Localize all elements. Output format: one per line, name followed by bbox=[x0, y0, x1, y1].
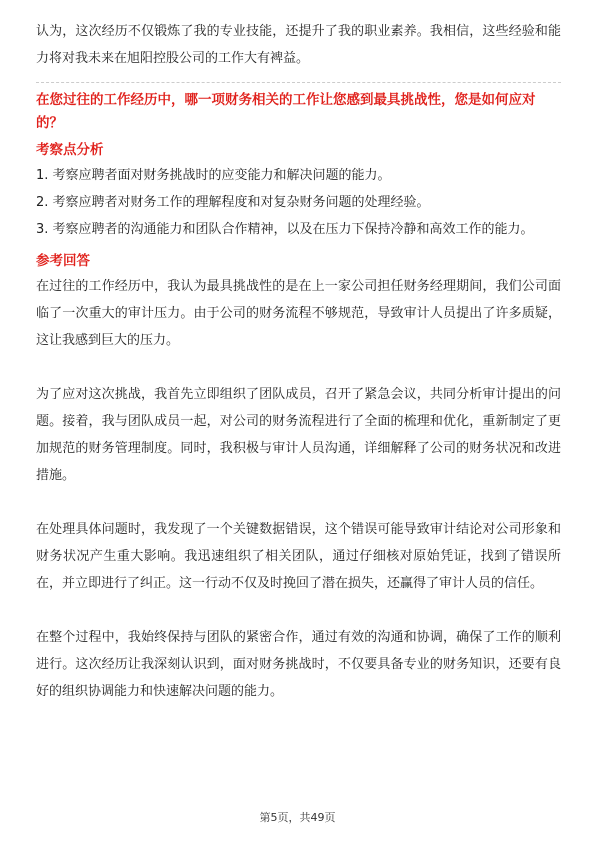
answer-paragraph: 在处理具体问题时，我发现了一个关键数据错误，这个错误可能导致审计结论对公司形象和财务状况产生重大影响。我迅速组织了相关团队，通过仔细核对原始凭证，找到了错误所在，并立即进行了纠正。这一行动不仅及时挽回了潜在损失，还赢得了审计人员的信任。 bbox=[36, 522, 561, 591]
analysis-item: 3. 考察应聘者的沟通能力和团队合作精神，以及在压力下保持冷静和高效工作的能力。 bbox=[36, 222, 534, 237]
page-footer: 第5页，共49页 bbox=[259, 811, 336, 824]
analysis-heading: 考察点分析 bbox=[36, 142, 104, 158]
answer-paragraph: 在整个过程中，我始终保持与团队的紧密合作，通过有效的沟通和协调，确保了工作的顺利进行。这次经历让我深刻认识到，面对财务挑战时，不仅要具备专业的财务知识，还要有良好的组织协调能力和快速解决问题的能力。 bbox=[36, 630, 561, 699]
paragraph-gap bbox=[36, 597, 561, 624]
section-divider bbox=[36, 82, 561, 83]
paragraph-gap bbox=[36, 489, 561, 516]
answer-paragraph: 在过往的工作经历中，我认为最具挑战性的是在上一家公司担任财务经理期间，我们公司面临了一次重大的审计压力。由于公司的财务流程不够规范，导致审计人员提出了许多质疑，这让我感到巨大的压力。 bbox=[36, 279, 561, 348]
intro-paragraph: 认为，这次经历不仅锻炼了我的专业技能，还提升了我的职业素养。我相信，这些经验和能力将对我未来在旭阳控股公司的工作大有裨益。 bbox=[36, 24, 561, 66]
analysis-item: 1. 考察应聘者面对财务挑战时的应变能力和解决问题的能力。 bbox=[36, 168, 391, 183]
answer-paragraph: 为了应对这次挑战，我首先立即组织了团队成员，召开了紧急会议，共同分析审计提出的问题。接着，我与团队成员一起，对公司的财务流程进行了全面的梳理和优化，重新制定了更加规范的财务管理制度。同时，我积极与审计人员沟通，详细解释了公司的财务状况和改进措施。 bbox=[36, 387, 561, 483]
analysis-item: 2. 考察应聘者对财务工作的理解程度和对复杂财务问题的处理经验。 bbox=[36, 195, 430, 210]
question-heading: 在您过往的工作经历中，哪一项财务相关的工作让您感到最具挑战性，您是如何应对的？ bbox=[36, 92, 536, 131]
document-page bbox=[36, 18, 561, 705]
answer-heading: 参考回答 bbox=[36, 253, 90, 269]
paragraph-gap bbox=[36, 354, 561, 381]
